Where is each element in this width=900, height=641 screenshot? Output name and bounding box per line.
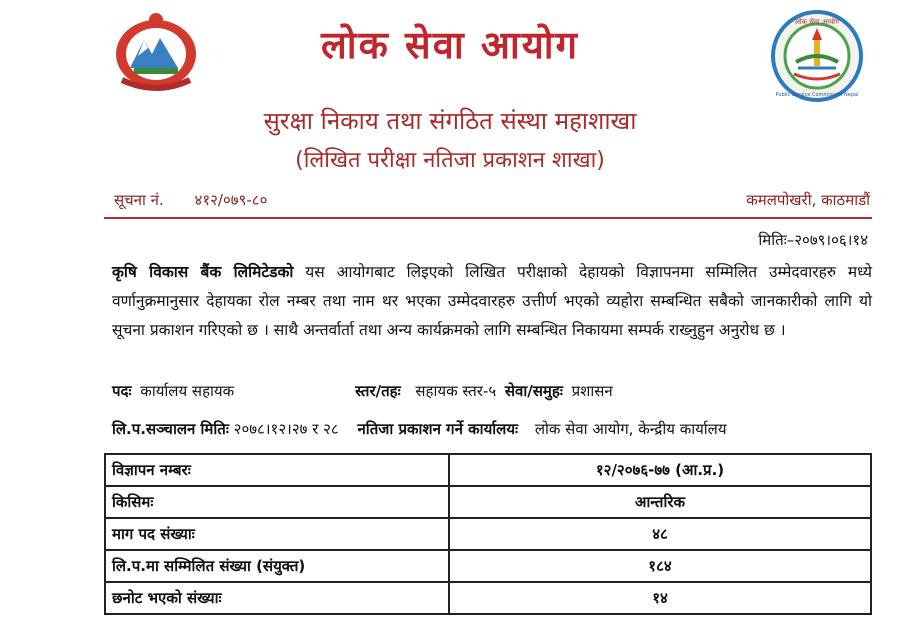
table-key: विज्ञापन नम्बरः [105,454,449,486]
post-value: कार्यालय सहायक [140,382,235,400]
section-name: (लिखित परीक्षा नतिजा प्रकाशन शाखा) [295,148,605,173]
table-value: १२/२०७६-७७ (आ.प्र.) [449,454,871,486]
table-value: ४८ [449,518,871,550]
level-value: सहायक स्तर-५ [415,382,497,400]
table-value: आन्तरिक [449,486,871,518]
exam-date-value: २०७८।१२।२७ र २८ [233,420,339,438]
exam-details [112,419,882,439]
table-key: माग पद संख्याः [105,518,449,550]
division-name: सुरक्षा निकाय तथा संगठित संस्था महाशाखा [263,107,637,135]
table-value: १८४ [449,550,871,582]
result-office-label: नतिजा प्रकाशन गर्ने कार्यालयः [357,420,519,438]
table-row [105,518,871,550]
table-value: १४ [449,582,871,614]
advertisement-table [104,453,872,615]
service-value: प्रशासन [571,382,613,400]
table-key: किसिमः [105,486,449,518]
page-title: लोक सेवा आयोग [320,23,580,67]
notice-body-text: यस आयोगबाट लिइएको लिखित परीक्षाको देहायको विज्ञापनमा सम्मिलित उम्मेदवारहरु मध्ये वर्णानुक्रमानुसार देहायका रोल नम्बर तथा नाम थर भएका उम्मेदवारहरु उत्तीर्ण भएको व्यहोरा सम्बन्धित सबैको जानकारीको लागि यो सूचना प्रकाशन गरिएको छ । साथै अन्तर्वार्ता तथा अन्य कार्यक्रमको लागि सम्बन्धित निकायमा सम्पर्क राख्नुहुन अनुरोध छ । [112,263,872,339]
notice-number [114,190,267,210]
table-row [105,454,871,486]
table-row [105,550,871,582]
divider [104,217,872,219]
exam-date-label: लि.प.सञ्चालन मितिः [112,420,229,438]
notice-date: मितिः–२०७९।०६।१४ [758,231,868,249]
psc-logo-icon [768,10,866,102]
service-label: सेवा/समुहः [504,382,563,400]
office-address: कमलपोखरी, काठमाडौं [746,191,870,209]
level-label: स्तर/तहः [355,382,401,400]
table-row [105,582,871,614]
svg-text:लोक सेवा आयोग: लोक सेवा आयोग [795,18,839,26]
notice-paragraph [112,258,872,345]
table-row [105,486,871,518]
table-key: छनोट भएको संख्याः [105,582,449,614]
bank-name: कृषि विकास बैंक लिमिटेडको [112,263,294,281]
table-key: लि.प.मा सम्मिलित संख्या (संयुक्त) [105,550,449,582]
result-office-value: लोक सेवा आयोग, केन्द्रीय कार्यालय [534,420,727,438]
notice-number-value: ४१२/०७९-८० [194,191,268,209]
post-label: पदः [112,382,132,400]
notice-number-label: सूचना नं. [114,191,164,209]
post-details [112,381,872,401]
svg-text:Public Service Commission Nepa: Public Service Commission Nepal [775,92,859,98]
